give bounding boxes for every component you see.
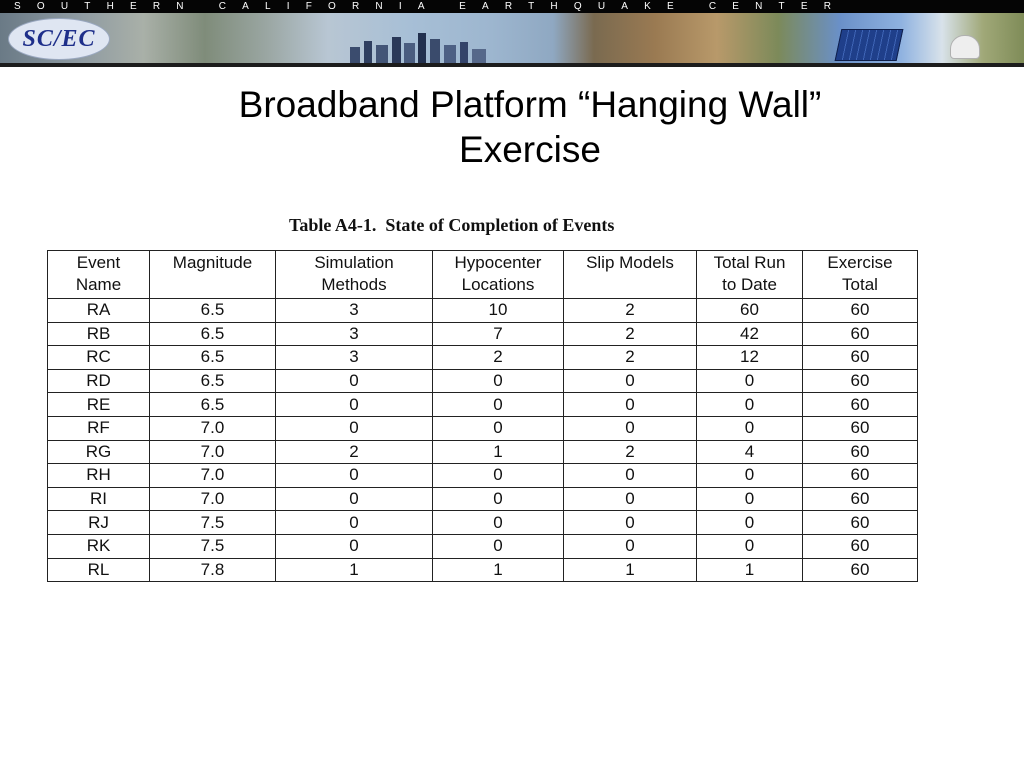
table-cell: 10	[433, 299, 564, 323]
table-row	[48, 464, 918, 488]
table-cell: 2	[433, 346, 564, 370]
table-cell: 60	[803, 511, 918, 535]
table-cell: 6.5	[150, 369, 276, 393]
header-magnitude: Magnitude	[150, 251, 276, 299]
table-cell: 60	[803, 464, 918, 488]
table-cell: 0	[433, 464, 564, 488]
table-cell: 60	[697, 299, 803, 323]
table-cell: RF	[48, 416, 150, 440]
solar-panel-image	[835, 29, 904, 61]
table-cell: 7	[433, 322, 564, 346]
table-cell: 6.5	[150, 299, 276, 323]
table-cell: 60	[803, 440, 918, 464]
table-cell: 1	[697, 558, 803, 582]
table-cell: 60	[803, 346, 918, 370]
table-cell: 60	[803, 369, 918, 393]
table-cell: 1	[276, 558, 433, 582]
table-cell: 0	[564, 534, 697, 558]
table-cell: RG	[48, 440, 150, 464]
table-cell: 0	[276, 416, 433, 440]
table-cell: 4	[697, 440, 803, 464]
table-row	[48, 558, 918, 582]
table-cell: 7.5	[150, 534, 276, 558]
header-exercise-total: Exercise Total	[803, 251, 918, 299]
banner-header-strip	[0, 0, 1024, 13]
table-cell: RK	[48, 534, 150, 558]
scec-logo-text: SC/EC	[22, 25, 96, 52]
table-cell: 3	[276, 299, 433, 323]
city-skyline-image	[340, 33, 540, 63]
table-row	[48, 299, 918, 323]
table-cell: RJ	[48, 511, 150, 535]
table-cell: 0	[276, 369, 433, 393]
table-cell: 2	[564, 299, 697, 323]
table-cell: 0	[564, 464, 697, 488]
header-slip-models: Slip Models	[564, 251, 697, 299]
table-cell: 6.5	[150, 393, 276, 417]
table-cell: RD	[48, 369, 150, 393]
table-cell: 60	[803, 416, 918, 440]
table-cell: 0	[564, 511, 697, 535]
table-cell: 2	[564, 322, 697, 346]
header-event-name: Event Name	[48, 251, 150, 299]
table-cell: 0	[276, 534, 433, 558]
table-cell: 1	[433, 440, 564, 464]
table-cell: 2	[276, 440, 433, 464]
scec-logo	[8, 18, 110, 60]
table-caption: Table A4-1. State of Completion of Events	[289, 215, 615, 235]
table-cell: 0	[276, 464, 433, 488]
table-cell: 7.5	[150, 511, 276, 535]
table-cell: 60	[803, 299, 918, 323]
table-cell: 0	[276, 393, 433, 417]
table-cell: 0	[697, 416, 803, 440]
gps-station-image	[950, 35, 980, 59]
table-cell: 6.5	[150, 322, 276, 346]
table-row	[48, 346, 918, 370]
table-cell: 60	[803, 534, 918, 558]
slide-title-line-1: Broadband Platform “Hanging Wall”	[238, 84, 822, 125]
table-cell: 7.8	[150, 558, 276, 582]
table-cell: 6.5	[150, 346, 276, 370]
table-cell: RE	[48, 393, 150, 417]
table-row	[48, 322, 918, 346]
table-row	[48, 511, 918, 535]
banner-divider	[0, 63, 1024, 67]
table-cell: 42	[697, 322, 803, 346]
table-header-row	[48, 251, 918, 299]
table-cell: 0	[564, 487, 697, 511]
table-cell: 60	[803, 487, 918, 511]
slide-title	[120, 82, 940, 172]
table-cell: 7.0	[150, 487, 276, 511]
table-cell: 60	[803, 558, 918, 582]
table-row	[48, 487, 918, 511]
table-row	[48, 416, 918, 440]
table-cell: 0	[276, 487, 433, 511]
events-table	[47, 250, 918, 582]
banner-photo-collage	[0, 13, 1024, 63]
table-cell: 0	[433, 511, 564, 535]
table-cell: 3	[276, 346, 433, 370]
table-cell: 0	[433, 487, 564, 511]
table-cell: 0	[276, 511, 433, 535]
table-cell: 0	[564, 393, 697, 417]
table-cell: 7.0	[150, 440, 276, 464]
table-cell: 0	[697, 487, 803, 511]
table-row	[48, 393, 918, 417]
table-row	[48, 369, 918, 393]
table-cell: RB	[48, 322, 150, 346]
table-cell: 0	[697, 393, 803, 417]
table-cell: 3	[276, 322, 433, 346]
table-cell: 0	[697, 369, 803, 393]
banner-header-text: SOUTHERN CALIFORNIA EARTHQUAKE CENTER	[14, 1, 848, 12]
header-hypocenter-locations: Hypocenter Locations	[433, 251, 564, 299]
table-cell: 60	[803, 322, 918, 346]
table-row	[48, 534, 918, 558]
table-cell: RC	[48, 346, 150, 370]
table-row	[48, 440, 918, 464]
table-cell: 0	[433, 534, 564, 558]
table-cell: 12	[697, 346, 803, 370]
table-cell: 7.0	[150, 464, 276, 488]
table-cell: RA	[48, 299, 150, 323]
table-cell: 0	[433, 369, 564, 393]
table-cell: 0	[697, 464, 803, 488]
header-total-run: Total Run to Date	[697, 251, 803, 299]
header-simulation-methods: Simulation Methods	[276, 251, 433, 299]
table-cell: 7.0	[150, 416, 276, 440]
table-cell: 2	[564, 346, 697, 370]
table-cell: 1	[564, 558, 697, 582]
table-cell: 0	[697, 511, 803, 535]
table-cell: 0	[433, 393, 564, 417]
table-cell: 0	[564, 416, 697, 440]
table-cell: 0	[697, 534, 803, 558]
table-cell: RH	[48, 464, 150, 488]
table-cell: 0	[433, 416, 564, 440]
table-cell: 1	[433, 558, 564, 582]
table-cell: RL	[48, 558, 150, 582]
slide-title-line-2: Exercise	[459, 129, 601, 170]
table-cell: RI	[48, 487, 150, 511]
table-cell: 2	[564, 440, 697, 464]
table-cell: 0	[564, 369, 697, 393]
table-cell: 60	[803, 393, 918, 417]
